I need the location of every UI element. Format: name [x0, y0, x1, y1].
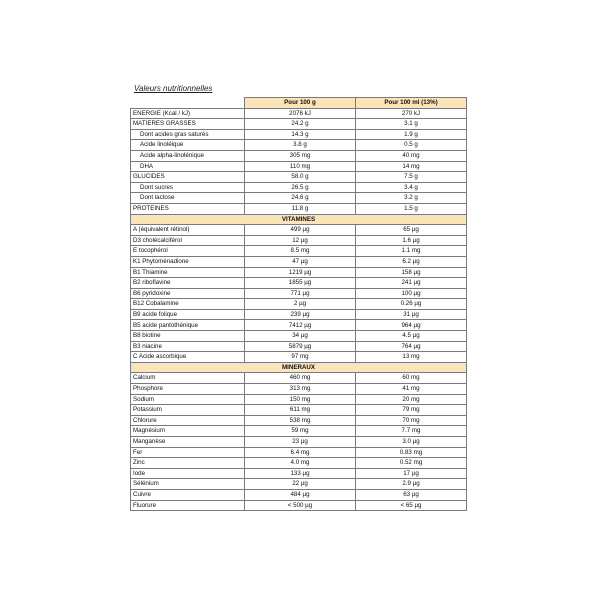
value-per-100ml: 65 µg	[356, 225, 467, 236]
value-per-100ml: 6.2 µg	[356, 256, 467, 267]
table-row	[131, 489, 467, 500]
nutrition-table	[130, 97, 467, 511]
table-row	[131, 405, 467, 416]
table-row	[131, 468, 467, 479]
table-row	[131, 479, 467, 490]
section-title: MINERAUX	[131, 362, 467, 373]
nutrient-label: Magnésium	[131, 426, 245, 437]
nutrient-label: E tocophérol	[131, 246, 245, 257]
table-row	[131, 352, 467, 363]
value-per-100g: 150 mg	[245, 394, 356, 405]
value-per-100ml: 7.5 g	[356, 172, 467, 183]
table-row	[131, 458, 467, 469]
nutrient-label: K1 Phytoménadione	[131, 256, 245, 267]
value-per-100g: 8.5 mg	[245, 246, 356, 257]
nutrient-label: Fer	[131, 447, 245, 458]
nutrient-label: Chlorure	[131, 415, 245, 426]
table-row	[131, 119, 467, 130]
nutrient-label: B12 Cobalamine	[131, 299, 245, 310]
table-row	[131, 278, 467, 289]
value-per-100g: < 500 µg	[245, 500, 356, 511]
value-per-100g: 133 µg	[245, 468, 356, 479]
nutrient-label: Phosphore	[131, 384, 245, 395]
value-per-100g: 24.2 g	[245, 119, 356, 130]
table-row	[131, 288, 467, 299]
value-per-100ml: 40 mg	[356, 150, 467, 161]
value-per-100ml: 3.4 g	[356, 182, 467, 193]
value-per-100g: 2 µg	[245, 299, 356, 310]
table-row	[131, 426, 467, 437]
nutrient-label: MATIERES GRASSES	[131, 119, 245, 130]
nutrient-label: Zinc	[131, 458, 245, 469]
value-per-100ml: 13 mg	[356, 352, 467, 363]
value-per-100ml: < 65 µg	[356, 500, 467, 511]
section-title: VITAMINES	[131, 214, 467, 225]
value-per-100ml: 70 mg	[356, 415, 467, 426]
value-per-100g: 499 µg	[245, 225, 356, 236]
table-row	[131, 203, 467, 214]
table-row	[131, 129, 467, 140]
nutrient-label: Dont lactose	[131, 193, 245, 204]
header-per-100g: Pour 100 g	[245, 98, 356, 109]
table-header-row	[131, 98, 467, 109]
value-per-100g: 58.0 g	[245, 172, 356, 183]
table-row	[131, 299, 467, 310]
value-per-100ml: 17 µg	[356, 468, 467, 479]
value-per-100g: 34 µg	[245, 331, 356, 342]
value-per-100ml: 100 µg	[356, 288, 467, 299]
value-per-100ml: 20 mg	[356, 394, 467, 405]
value-per-100ml: 0.83 mg	[356, 447, 467, 458]
value-per-100ml: 0.52 mg	[356, 458, 467, 469]
value-per-100g: 47 µg	[245, 256, 356, 267]
value-per-100ml: 2.9 µg	[356, 479, 467, 490]
value-per-100g: 313 mg	[245, 384, 356, 395]
value-per-100ml: 1.6 µg	[356, 235, 467, 246]
value-per-100g: 538 mg	[245, 415, 356, 426]
nutrient-label: Iode	[131, 468, 245, 479]
nutrient-label: Sodium	[131, 394, 245, 405]
value-per-100g: 59 mg	[245, 426, 356, 437]
table-row	[131, 320, 467, 331]
value-per-100g: 484 µg	[245, 489, 356, 500]
value-per-100ml: 270 kJ	[356, 108, 467, 119]
value-per-100ml: 158 µg	[356, 267, 467, 278]
nutrient-label: B3 niacine	[131, 341, 245, 352]
nutrient-label: Potassium	[131, 405, 245, 416]
table-row	[131, 341, 467, 352]
value-per-100ml: 3.0 µg	[356, 437, 467, 448]
nutrient-label: ENERGIE (Kcal / kJ)	[131, 108, 245, 119]
value-per-100g: 23 µg	[245, 437, 356, 448]
value-per-100g: 14.3 g	[245, 129, 356, 140]
value-per-100ml: 0.26 µg	[356, 299, 467, 310]
value-per-100g: 611 mg	[245, 405, 356, 416]
nutrient-label: Acide linoléique	[131, 140, 245, 151]
value-per-100ml: 3.2 g	[356, 193, 467, 204]
value-per-100g: 4.0 mg	[245, 458, 356, 469]
nutrient-label: B1 Thiamine	[131, 267, 245, 278]
table-row	[131, 182, 467, 193]
value-per-100ml: 964 µg	[356, 320, 467, 331]
value-per-100ml: 14 mg	[356, 161, 467, 172]
nutrient-label: C Acide ascorbique	[131, 352, 245, 363]
value-per-100ml: 241 µg	[356, 278, 467, 289]
table-row	[131, 267, 467, 278]
value-per-100ml: 764 µg	[356, 341, 467, 352]
value-per-100ml: 7.7 mg	[356, 426, 467, 437]
table-row	[131, 172, 467, 183]
section-header-row	[131, 362, 467, 373]
nutrient-label: B6 pyridoxine	[131, 288, 245, 299]
value-per-100g: 239 µg	[245, 309, 356, 320]
value-per-100g: 26.5 g	[245, 182, 356, 193]
table-row	[131, 309, 467, 320]
nutrient-label: Dont sucres	[131, 182, 245, 193]
nutrient-label: B9 acide folique	[131, 309, 245, 320]
table-row	[131, 235, 467, 246]
value-per-100ml: 31 µg	[356, 309, 467, 320]
table-row	[131, 108, 467, 119]
value-per-100g: 771 µg	[245, 288, 356, 299]
table-row	[131, 394, 467, 405]
value-per-100g: 11.8 g	[245, 203, 356, 214]
nutrient-label: B8 biotine	[131, 331, 245, 342]
value-per-100ml: 4.5 µg	[356, 331, 467, 342]
value-per-100g: 110 mg	[245, 161, 356, 172]
value-per-100g: 22 µg	[245, 479, 356, 490]
table-row	[131, 373, 467, 384]
document-title: Valeurs nutritionnelles	[134, 84, 213, 93]
table-row	[131, 225, 467, 236]
value-per-100g: 1855 µg	[245, 278, 356, 289]
value-per-100ml: 1.1 mg	[356, 246, 467, 257]
nutrient-label: D3 cholécalciférol	[131, 235, 245, 246]
nutrient-label: Dont acides gras saturés	[131, 129, 245, 140]
nutrient-label: Sélénium	[131, 479, 245, 490]
header-blank-cell	[131, 98, 245, 109]
value-per-100ml: 79 mg	[356, 405, 467, 416]
value-per-100g: 460 mg	[245, 373, 356, 384]
section-header-row	[131, 214, 467, 225]
value-per-100g: 1219 µg	[245, 267, 356, 278]
nutrient-label: PROTEINES	[131, 203, 245, 214]
nutrient-label: GLUCIDES	[131, 172, 245, 183]
nutrient-label: Fluorure	[131, 500, 245, 511]
table-row	[131, 500, 467, 511]
value-per-100g: 3.8 g	[245, 140, 356, 151]
table-row	[131, 193, 467, 204]
table-row	[131, 256, 467, 267]
header-per-100ml: Pour 100 ml (13%)	[356, 98, 467, 109]
value-per-100g: 305 mg	[245, 150, 356, 161]
table-row	[131, 331, 467, 342]
table-row	[131, 161, 467, 172]
value-per-100ml: 60 mg	[356, 373, 467, 384]
table-row	[131, 437, 467, 448]
value-per-100g: 2076 kJ	[245, 108, 356, 119]
value-per-100ml: 0.5 g	[356, 140, 467, 151]
nutrient-label: Calcium	[131, 373, 245, 384]
value-per-100ml: 3.1 g	[356, 119, 467, 130]
value-per-100g: 5879 µg	[245, 341, 356, 352]
value-per-100g: 7412 µg	[245, 320, 356, 331]
table-row	[131, 384, 467, 395]
value-per-100ml: 63 µg	[356, 489, 467, 500]
nutrient-label: B5 acide pantothénique	[131, 320, 245, 331]
nutrient-label: Cuivre	[131, 489, 245, 500]
table-row	[131, 246, 467, 257]
nutrient-label: B2 riboflavine	[131, 278, 245, 289]
nutrient-label: DHA	[131, 161, 245, 172]
value-per-100ml: 41 mg	[356, 384, 467, 395]
value-per-100ml: 1.9 g	[356, 129, 467, 140]
table-row	[131, 140, 467, 151]
value-per-100g: 24.6 g	[245, 193, 356, 204]
value-per-100ml: 1.5 g	[356, 203, 467, 214]
nutrient-label: Manganèse	[131, 437, 245, 448]
nutrient-label: A (équivalent rétinol)	[131, 225, 245, 236]
value-per-100g: 12 µg	[245, 235, 356, 246]
table-body	[131, 108, 467, 511]
table-row	[131, 447, 467, 458]
table-row	[131, 415, 467, 426]
table-row	[131, 150, 467, 161]
value-per-100g: 97 mg	[245, 352, 356, 363]
value-per-100g: 6.4 mg	[245, 447, 356, 458]
nutrient-label: Acide alpha-linolénique	[131, 150, 245, 161]
